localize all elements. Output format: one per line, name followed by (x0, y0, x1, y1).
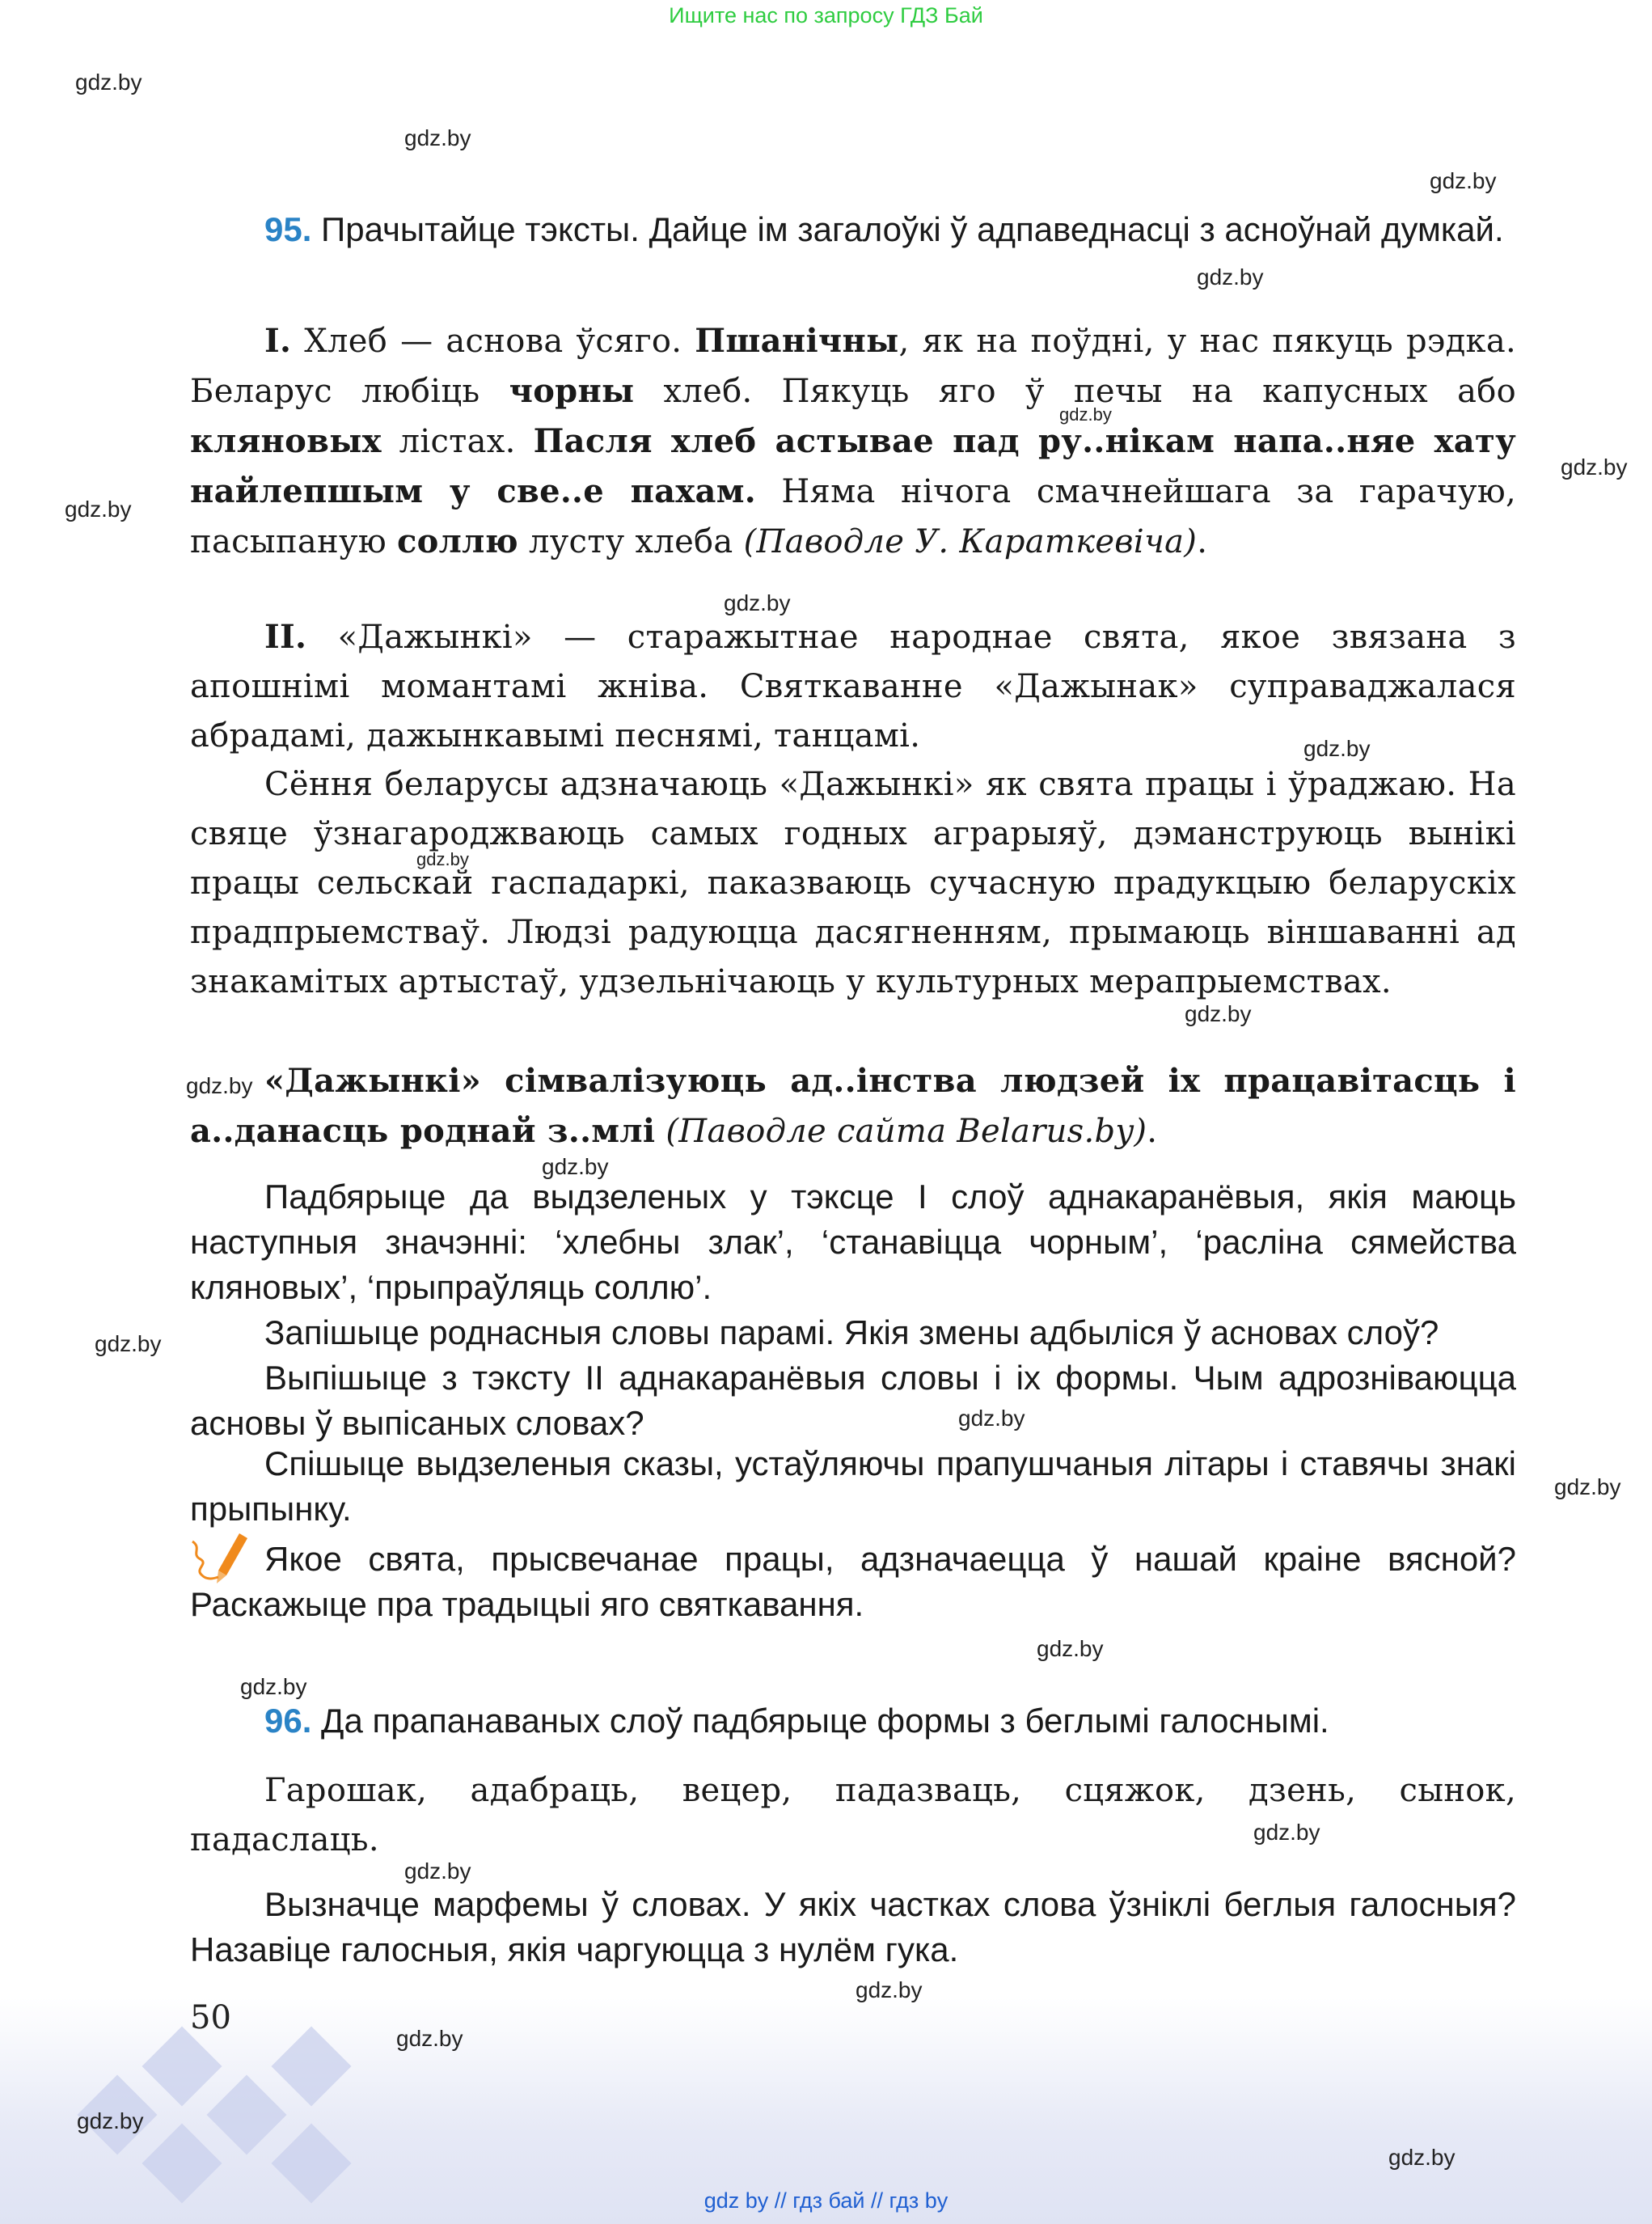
question-1: Падбярыце да выдзеленых у тэксце I слоў аднакаранёвыя, якія маюць наступныя значэнні: ‘хлебны злак’, ‘станавіцца чорным’, ‘расліна сямейства кляновых’, ‘прыпраўляць соллю’. (190, 1178, 1516, 1306)
watermark: gdz.by (1253, 1820, 1320, 1845)
text-source: (Паводле сайта Belarus.by) (655, 1113, 1147, 1150)
watermark: gdz.by (856, 1977, 923, 2002)
watermark: gdz.by (958, 1406, 1025, 1431)
exercise-96-question: Вызначце марфемы ў словах. У якіх частках слова ўзніклі беглыя галосныя? Назавіце галосныя, якія чаргуюцца з нулём гука. (190, 1885, 1516, 1968)
question-4: Спішыце выдзеленыя сказы, устаўляючы прапушчаныя літары і ставячы знакі прыпынку. (190, 1444, 1516, 1528)
roman-numeral: I. (264, 322, 292, 360)
watermark: gdz.by (1197, 264, 1264, 290)
highlighted-word: чорны (509, 372, 635, 410)
watermark: gdz.by (542, 1154, 609, 1179)
watermark: gdz.by (1185, 1001, 1252, 1026)
watermark: gdz.by (396, 2026, 463, 2051)
watermark: gdz.by (186, 1073, 253, 1098)
watermark: gdz.by (1303, 736, 1371, 761)
highlighted-word: соллю (397, 522, 518, 560)
watermark: gdz.by (416, 849, 469, 869)
page-number: 50 (190, 1999, 231, 2036)
question-3: Выпішыце з тэксту II аднакаранёвыя словы і іх формы. Чым адрозніваюцца асновы ў выпісаных словах? (190, 1359, 1516, 1442)
task-text: Да прапанаваных слоў падбярыце формы з беглымі галоснымі. (311, 1702, 1329, 1740)
footer-links[interactable]: gdz by // гдз бай // гдз by (703, 2188, 949, 2213)
text-span: Хлеб — аснова ўсяго. (291, 323, 695, 360)
text-2-paragraph-2 (190, 760, 1516, 1007)
highlighted-sentence: Пасля хлеб астывае пад ру..нікам напа..няе хату найлепшым у све..е пахам. (190, 422, 1516, 510)
watermark: gdz.by (1430, 168, 1497, 193)
text-span: . (1197, 523, 1208, 560)
watermark: gdz.by (240, 1674, 307, 1699)
text-2-paragraph-3 (190, 1056, 1516, 1156)
text-span: Сёння беларусы адзначаюць «Дажынкі» як свята працы і ўраджаю. На свяце ўзнагароджваюць самых годных аграрыяў, дэманструюць вынікі працы сельскай гаспадаркі, паказваюць сучасную прадукцыю беларускіх прадпрыемстваў. Людзі радуюцца дасягненням, прымаюць віншаванні ад знакамітых артыстаў, удзельнічаюць у культурных мерапрыемствах. (190, 766, 1516, 1000)
watermark: gdz.by (404, 125, 471, 150)
roman-numeral: II. (264, 618, 307, 656)
watermark: gdz.by (1059, 404, 1112, 425)
watermark: gdz.by (75, 70, 142, 95)
text-span: Няма нічога смачнейшага за гарачую, пасыпаную (190, 473, 1516, 560)
text-span: хлеб. Пякуць яго ў печы на капусных або (634, 373, 1517, 410)
highlighted-sentence: «Дажынкі» сімвалізуюць ад..інства людзей іх працавітасць і а..данасць роднай з..млі (190, 1062, 1516, 1150)
exercise-95-task (190, 207, 1516, 252)
question-2: Запішыце роднасныя словы парамі. Якія змены адбыліся ў асновах слоў? (264, 1313, 1439, 1351)
text-span: лусту хлеба (518, 523, 744, 560)
exercise-96-words: Гарошак, адабраць, вецер, падазваць, сцяжок, дзень, сынок, падаслаць. (190, 1772, 1516, 1858)
watermark: gdz.by (1554, 1474, 1621, 1499)
watermark: gdz.by (404, 1858, 471, 1884)
text-source: (Паводле У. Караткевіча) (743, 523, 1198, 560)
task-text: Прачытайце тэксты. Дайце ім загалоўкі ў адпаведнасці з асноўнай думкай. (311, 210, 1504, 248)
text-1 (190, 316, 1516, 567)
decor-diamond (142, 2027, 222, 2107)
watermark: gdz.by (65, 497, 132, 522)
text-span: . (1147, 1113, 1158, 1150)
question-5: Якое свята, прысвечанае працы, адзначаецца ў нашай краіне вясной? Раскажыце пра традыцыі яго святкавання. (190, 1540, 1516, 1623)
watermark: gdz.by (1388, 2145, 1456, 2170)
exercise-96-task (190, 1698, 1516, 1744)
highlighted-word: кляновых (190, 422, 382, 460)
decor-diamond (272, 2027, 352, 2107)
decor-diamond (207, 2075, 287, 2155)
text-span: , як на поўдні, у нас пякуць рэдка. Беларус любіць (190, 323, 1516, 410)
text-2-paragraph-1 (190, 612, 1516, 761)
text-span: «Дажынкі» — старажытнае народнае свята, якое звязана з апошнімі момантамі жніва. Святкаванне «Дажынак» суправаджалася абрадамі, дажынкавымі песнямі, танцамі. (190, 619, 1516, 755)
text-span: лістах. (381, 423, 534, 460)
watermark: gdz.by (1037, 1636, 1104, 1661)
watermark: gdz.by (95, 1331, 162, 1356)
exercise-number: 96. (264, 1702, 312, 1740)
watermark: gdz.by (724, 590, 791, 615)
highlighted-word: Пшанічны (695, 322, 899, 360)
watermark: gdz.by (1561, 455, 1628, 480)
watermark: gdz.by (77, 2108, 144, 2133)
exercise-number: 95. (264, 210, 312, 248)
top-banner[interactable]: Ищите нас по запросу ГДЗ Бай (669, 3, 983, 27)
